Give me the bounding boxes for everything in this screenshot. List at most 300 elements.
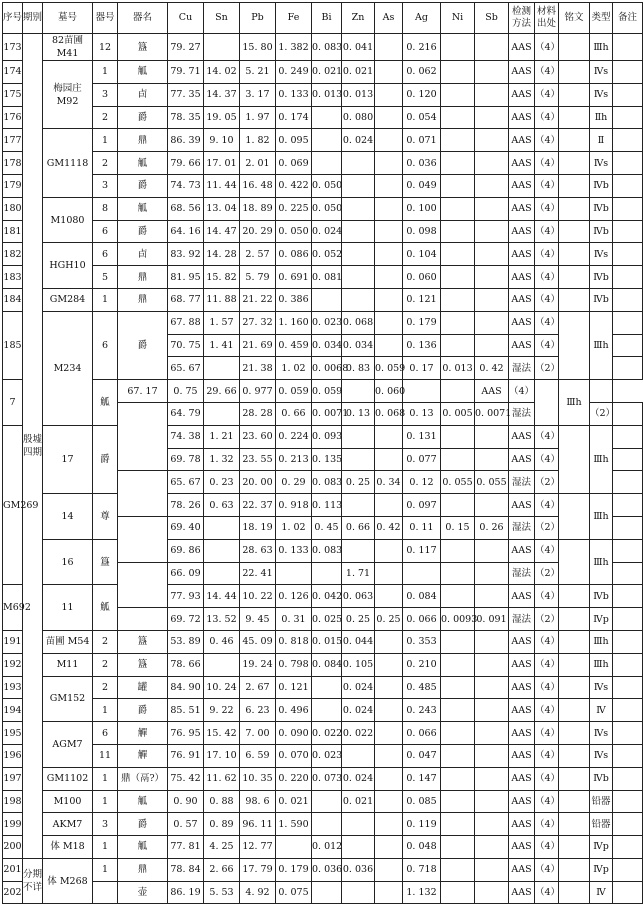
cell-bi: 0. 083 (312, 34, 342, 61)
note-cell (613, 197, 643, 220)
cell-pb: 10. 35 (240, 767, 276, 790)
col-ag-header: Ag (403, 3, 441, 34)
cell-method: AAS (509, 220, 535, 243)
row-number: 192 (3, 653, 23, 676)
note-cell (613, 653, 643, 676)
item-number: 3 (93, 813, 118, 836)
vessel-name: 爵 (118, 174, 168, 197)
col-type-header: 类型 (590, 3, 613, 34)
item-number: 1 (93, 288, 118, 311)
note-cell (613, 357, 643, 380)
cell-cu: 66. 09 (168, 562, 204, 585)
cell-zn (342, 836, 375, 859)
cell-ni (441, 767, 475, 790)
cell-sn: 0. 63 (204, 494, 240, 517)
cell-bi: 0. 013 (312, 83, 342, 106)
cell-method: AAS (509, 288, 535, 311)
cell-bi: 0. 0068 (312, 357, 342, 380)
cell-fe (276, 562, 312, 585)
type-cell: Ⅳ (590, 881, 613, 904)
cell-sb (475, 197, 509, 220)
table-row (3, 881, 643, 904)
vessel-name: 卣 (118, 83, 168, 106)
cell-bi (312, 813, 342, 836)
vessel-name: 爵 (93, 425, 118, 493)
cell-bi (312, 288, 342, 311)
row-number: 193 (3, 676, 23, 699)
cell-ag: 0. 062 (403, 61, 441, 84)
type-cell: Ⅲh (590, 425, 613, 493)
cell-fe: 0. 121 (276, 676, 312, 699)
cell-ag: 0. 243 (403, 699, 441, 722)
cell-ag: 1. 132 (403, 881, 441, 904)
row-number: 202 (3, 881, 23, 904)
cell-ag: 0. 210 (403, 653, 441, 676)
cell-ni (441, 61, 475, 84)
cell-pb: 18. 89 (240, 197, 276, 220)
cell-sb (475, 494, 509, 517)
cell-fe: 0. 225 (276, 197, 312, 220)
cell-source: （4） (535, 425, 559, 448)
vessel-name: 觚 (118, 790, 168, 813)
cell-pb: 10. 22 (240, 585, 276, 608)
cell-sn (204, 357, 240, 380)
cell-ni: 0. 013 (441, 357, 475, 380)
row-number: 197 (3, 767, 23, 790)
vessel-name: 卣 (118, 243, 168, 266)
cell-fe: 0. 021 (276, 790, 312, 813)
table-row (3, 836, 643, 859)
item-number: 1 (93, 699, 118, 722)
cell-source: （4） (535, 152, 559, 175)
tomb-number: GM1102 (43, 767, 93, 790)
cell-ni (441, 722, 475, 745)
cell-as: 0. 068 (375, 402, 403, 425)
cell-zn: 0. 024 (342, 699, 375, 722)
cell-zn (342, 813, 375, 836)
cell-as: 0. 059 (375, 357, 403, 380)
cell-zn (342, 448, 375, 471)
type-cell: Ⅳb (590, 288, 613, 311)
table-row (3, 129, 643, 152)
cell-pb: 6. 23 (240, 699, 276, 722)
cell-cu: 69. 72 (168, 608, 204, 631)
table-row (3, 83, 643, 106)
cell-fe: 1. 02 (276, 516, 312, 539)
period-cell: 殷墟四期 (23, 34, 43, 859)
note-cell (613, 858, 643, 881)
cell-cu: 69. 78 (168, 448, 204, 471)
cell-sb (475, 334, 509, 357)
cell-method: AAS (509, 61, 535, 84)
cell-source: （4） (535, 61, 559, 84)
inscription-cell (559, 539, 590, 585)
cell-sb (475, 448, 509, 471)
cell-zn: 0. 024 (342, 129, 375, 152)
inscription-cell (559, 106, 590, 129)
table-row (3, 676, 643, 699)
cell-as (375, 34, 403, 61)
cell-source: （4） (535, 197, 559, 220)
cell-source: （2） (535, 608, 559, 631)
cell-sb (475, 562, 509, 585)
cell-ag: 0. 097 (403, 494, 441, 517)
col-inscription-header: 铭文 (559, 3, 590, 34)
cell-ni (441, 676, 475, 699)
cell-method: AAS (509, 129, 535, 152)
cell-ag: 0. 11 (403, 516, 441, 539)
cell-pb: 17. 79 (240, 858, 276, 881)
note-cell (613, 334, 643, 357)
cell-cu: 84. 90 (168, 676, 204, 699)
cell-zn: 0. 105 (342, 653, 375, 676)
tomb-number: AGM7 (43, 722, 93, 768)
note-cell (590, 380, 613, 403)
cell-as (375, 836, 403, 859)
cell-ni (441, 266, 475, 289)
col-name-header: 器名 (118, 3, 168, 34)
note-cell (613, 790, 643, 813)
cell-sn: 0. 46 (204, 630, 240, 653)
cell-sn: 0. 23 (204, 471, 240, 494)
note-cell (613, 106, 643, 129)
type-cell: Ⅳb (590, 220, 613, 243)
cell-method: AAS (509, 311, 535, 334)
vessel-name: 鼎 (118, 288, 168, 311)
type-cell: Ⅲh (590, 311, 613, 379)
cell-bi: 0. 012 (312, 836, 342, 859)
type-cell: Ⅲh (590, 34, 613, 61)
cell-bi: 0. 45 (312, 516, 342, 539)
cell-as (375, 425, 403, 448)
col-sn-header: Sn (204, 3, 240, 34)
note-cell (613, 836, 643, 859)
table-row (3, 744, 643, 767)
table-row (3, 34, 643, 61)
inscription-cell (559, 676, 590, 699)
cell-method: 湿法 (509, 402, 535, 425)
cell-source: （4） (535, 129, 559, 152)
cell-sb (475, 425, 509, 448)
cell-ag: 0. 179 (403, 311, 441, 334)
row-number: 175 (3, 83, 23, 106)
cell-sb (475, 653, 509, 676)
vessel-name: 觚 (93, 380, 118, 426)
cell-as (375, 676, 403, 699)
cell-as (375, 630, 403, 653)
cell-ni (441, 744, 475, 767)
note-cell (613, 83, 643, 106)
cell-method: AAS (509, 34, 535, 61)
cell-ni: 0. 005 (441, 402, 475, 425)
col-bi-header: Bi (312, 3, 342, 34)
cell-ni (441, 813, 475, 836)
cell-cu: 79. 66 (168, 152, 204, 175)
cell-zn: 0. 036 (342, 858, 375, 881)
cell-cu: 65. 67 (168, 357, 204, 380)
cell-cu: 69. 86 (168, 539, 204, 562)
note-cell (613, 881, 643, 904)
item-number: 1 (93, 767, 118, 790)
cell-source: （4） (535, 767, 559, 790)
row-number: 196 (3, 744, 23, 767)
cell-cu: 64. 79 (168, 402, 204, 425)
cell-pb: 5. 21 (240, 61, 276, 84)
cell-bi: 0. 093 (312, 425, 342, 448)
table-row (3, 243, 643, 266)
cell-sb (475, 152, 509, 175)
cell-as (375, 858, 403, 881)
cell-sb (475, 699, 509, 722)
cell-zn: 0. 041 (342, 34, 375, 61)
type-cell: Ⅳs (590, 722, 613, 745)
cell-cu: 76. 91 (168, 744, 204, 767)
inscription-cell (559, 34, 590, 61)
note-cell (613, 152, 643, 175)
cell-sb (475, 881, 509, 904)
cell-method: AAS (509, 494, 535, 517)
cell-cu: 78. 35 (168, 106, 204, 129)
cell-ag: 0. 12 (403, 471, 441, 494)
type-cell: Ⅳs (590, 676, 613, 699)
item-number: 6 (93, 220, 118, 243)
cell-fe: 0. 133 (276, 83, 312, 106)
cell-sb (441, 380, 475, 403)
table-row (3, 425, 643, 448)
cell-pb: 22. 37 (240, 494, 276, 517)
cell-ag: 0. 119 (403, 813, 441, 836)
cell-sn: 10. 24 (204, 676, 240, 699)
cell-zn (342, 881, 375, 904)
cell-fe: 0. 075 (276, 881, 312, 904)
cell-bi: 0. 023 (312, 744, 342, 767)
cell-source: （4） (535, 836, 559, 859)
vessel-name: 罐 (118, 676, 168, 699)
cell-pb: 2. 01 (240, 152, 276, 175)
type-cell: Ⅳb (590, 767, 613, 790)
item-number: 1 (93, 61, 118, 84)
cell-method: AAS (509, 243, 535, 266)
cell-sn: 1. 57 (204, 311, 240, 334)
cell-sn: 14. 02 (204, 61, 240, 84)
cell-bi (312, 699, 342, 722)
cell-as (375, 288, 403, 311)
row-number: 173 (3, 34, 23, 61)
cell-ag: 0. 077 (403, 448, 441, 471)
row-number: 184 (3, 288, 23, 311)
cell-sb: 0. 26 (475, 516, 509, 539)
vessel-name: 簋 (118, 34, 168, 61)
cell-sb (475, 539, 509, 562)
cell-ni (441, 836, 475, 859)
table-row (3, 61, 643, 84)
cell-as (375, 61, 403, 84)
type-cell: Ⅲh (590, 494, 613, 540)
cell-bi: 0. 0071 (312, 402, 342, 425)
cell-sn: 14. 37 (204, 83, 240, 106)
cell-ag: 0. 131 (403, 425, 441, 448)
cell-bi (312, 129, 342, 152)
cell-ag: 0. 066 (403, 722, 441, 745)
table-row (3, 813, 643, 836)
cell-cu: 78. 26 (168, 494, 204, 517)
vessel-name: 爵 (118, 311, 168, 379)
table-row (3, 767, 643, 790)
inscription-cell (559, 585, 590, 608)
cell-source: （4） (509, 380, 535, 403)
cell-method: AAS (509, 334, 535, 357)
col-no-header: 序号 (3, 3, 23, 34)
row-number: 195 (3, 722, 23, 745)
cell-as: 0. 34 (375, 471, 403, 494)
cell-ag: 0. 054 (403, 106, 441, 129)
vessel-name: 觶 (118, 744, 168, 767)
cell-pb: 12. 77 (240, 836, 276, 859)
cell-pb: 7. 00 (240, 722, 276, 745)
cell-source: （4） (535, 220, 559, 243)
item-number: 3 (93, 83, 118, 106)
cell-cu: 78. 84 (168, 858, 204, 881)
cell-ni (441, 630, 475, 653)
table-row (3, 106, 643, 129)
cell-ni (441, 34, 475, 61)
cell-zn (342, 243, 375, 266)
cell-ni (403, 380, 441, 403)
tomb-number: 梅园庄 M92 (43, 61, 93, 129)
inscription-cell (559, 653, 590, 676)
cell-ni: 0. 055 (441, 471, 475, 494)
cell-pb: 5. 79 (240, 266, 276, 289)
cell-sn: 15. 42 (204, 722, 240, 745)
type-cell: Ⅳs (590, 61, 613, 84)
cell-fe: 0. 090 (276, 722, 312, 745)
inscription-cell (559, 197, 590, 220)
cell-zn: 0. 66 (342, 516, 375, 539)
cell-sn (204, 516, 240, 539)
cell-bi: 0. 034 (312, 334, 342, 357)
type-cell: Ⅳp (590, 608, 613, 631)
cell-pb: 15. 80 (240, 34, 276, 61)
cell-ni (441, 881, 475, 904)
inscription-cell (559, 744, 590, 767)
cell-ag: 0. 100 (403, 197, 441, 220)
cell-source: （2） (535, 562, 559, 585)
cell-sn: 13. 52 (204, 608, 240, 631)
cell-sb (475, 858, 509, 881)
cell-sb (475, 288, 509, 311)
cell-ni (441, 334, 475, 357)
cell-sn: 11. 62 (204, 767, 240, 790)
cell-pb: 28. 28 (240, 402, 276, 425)
cell-fe: 1. 590 (276, 813, 312, 836)
vessel-name: 爵 (118, 106, 168, 129)
cell-ag: 0. 136 (403, 334, 441, 357)
vessel-name: 爵 (118, 699, 168, 722)
cell-zn (342, 220, 375, 243)
table-row (3, 790, 643, 813)
cell-zn: 0. 059 (312, 380, 342, 403)
cell-pb: 2. 67 (240, 676, 276, 699)
cell-cu: 86. 19 (168, 881, 204, 904)
cell-fe: 0. 818 (276, 630, 312, 653)
cell-source: （4） (535, 494, 559, 517)
cell-fe: 0. 496 (276, 699, 312, 722)
vessel-name: 簋 (118, 653, 168, 676)
item-number: 12 (93, 34, 118, 61)
cell-cu: 79. 27 (168, 34, 204, 61)
table-row (3, 311, 643, 334)
cell-method: 湿法 (509, 516, 535, 539)
row-number: 191 (3, 630, 23, 653)
cell-bi: 0. 021 (312, 61, 342, 84)
cell-pb: 20. 29 (240, 220, 276, 243)
type-cell: Ⅳb (590, 266, 613, 289)
cell-source: （4） (535, 722, 559, 745)
cell-ag: 0. 121 (403, 288, 441, 311)
item-number: 2 (93, 653, 118, 676)
cell-ag: 0. 120 (403, 83, 441, 106)
cell-bi (312, 106, 342, 129)
type-cell: Ⅳs (590, 152, 613, 175)
cell-as (375, 197, 403, 220)
cell-bi (312, 881, 342, 904)
cell-fe: 0. 459 (276, 334, 312, 357)
inscription-cell (559, 152, 590, 175)
cell-bi: 0. 015 (312, 630, 342, 653)
cell-bi: 0. 024 (312, 220, 342, 243)
cell-zn: 0. 063 (342, 585, 375, 608)
cell-method: AAS (509, 653, 535, 676)
cell-method: AAS (509, 585, 535, 608)
cell-sb (475, 220, 509, 243)
col-as-header: As (375, 3, 403, 34)
cell-method: AAS (509, 699, 535, 722)
cell-as (375, 152, 403, 175)
cell-as (375, 220, 403, 243)
cell-method: AAS (509, 425, 535, 448)
cell-sn: 0. 88 (204, 790, 240, 813)
tomb-number: 82苗圃 M41 (43, 34, 93, 61)
cell-source: （4） (535, 106, 559, 129)
cell-fe: 0. 179 (276, 858, 312, 881)
cell-pb: 45. 09 (240, 630, 276, 653)
table-row (3, 585, 643, 608)
cell-ag: 0. 066 (403, 608, 441, 631)
cell-ag: 0. 084 (403, 585, 441, 608)
cell-fe: 1. 02 (276, 357, 312, 380)
tomb-number: M11 (43, 653, 93, 676)
cell-zn: 0. 034 (342, 334, 375, 357)
row-number (118, 562, 168, 608)
type-cell: Ⅲh (590, 630, 613, 653)
cell-bi: 0. 073 (312, 767, 342, 790)
inscription-cell (559, 220, 590, 243)
cell-cu: 85. 51 (168, 699, 204, 722)
cell-source: （4） (535, 813, 559, 836)
inscription-cell (559, 174, 590, 197)
vessel-name: 觚 (118, 152, 168, 175)
cell-bi: 0. 059 (276, 380, 312, 403)
cell-sn: 11. 44 (204, 174, 240, 197)
cell-as (375, 653, 403, 676)
cell-zn: 0. 024 (342, 676, 375, 699)
cell-method: AAS (475, 380, 509, 403)
cell-ni (441, 448, 475, 471)
cell-source: （4） (535, 311, 559, 334)
cell-cu: 83. 92 (168, 243, 204, 266)
cell-as (375, 813, 403, 836)
cell-sb (475, 174, 509, 197)
